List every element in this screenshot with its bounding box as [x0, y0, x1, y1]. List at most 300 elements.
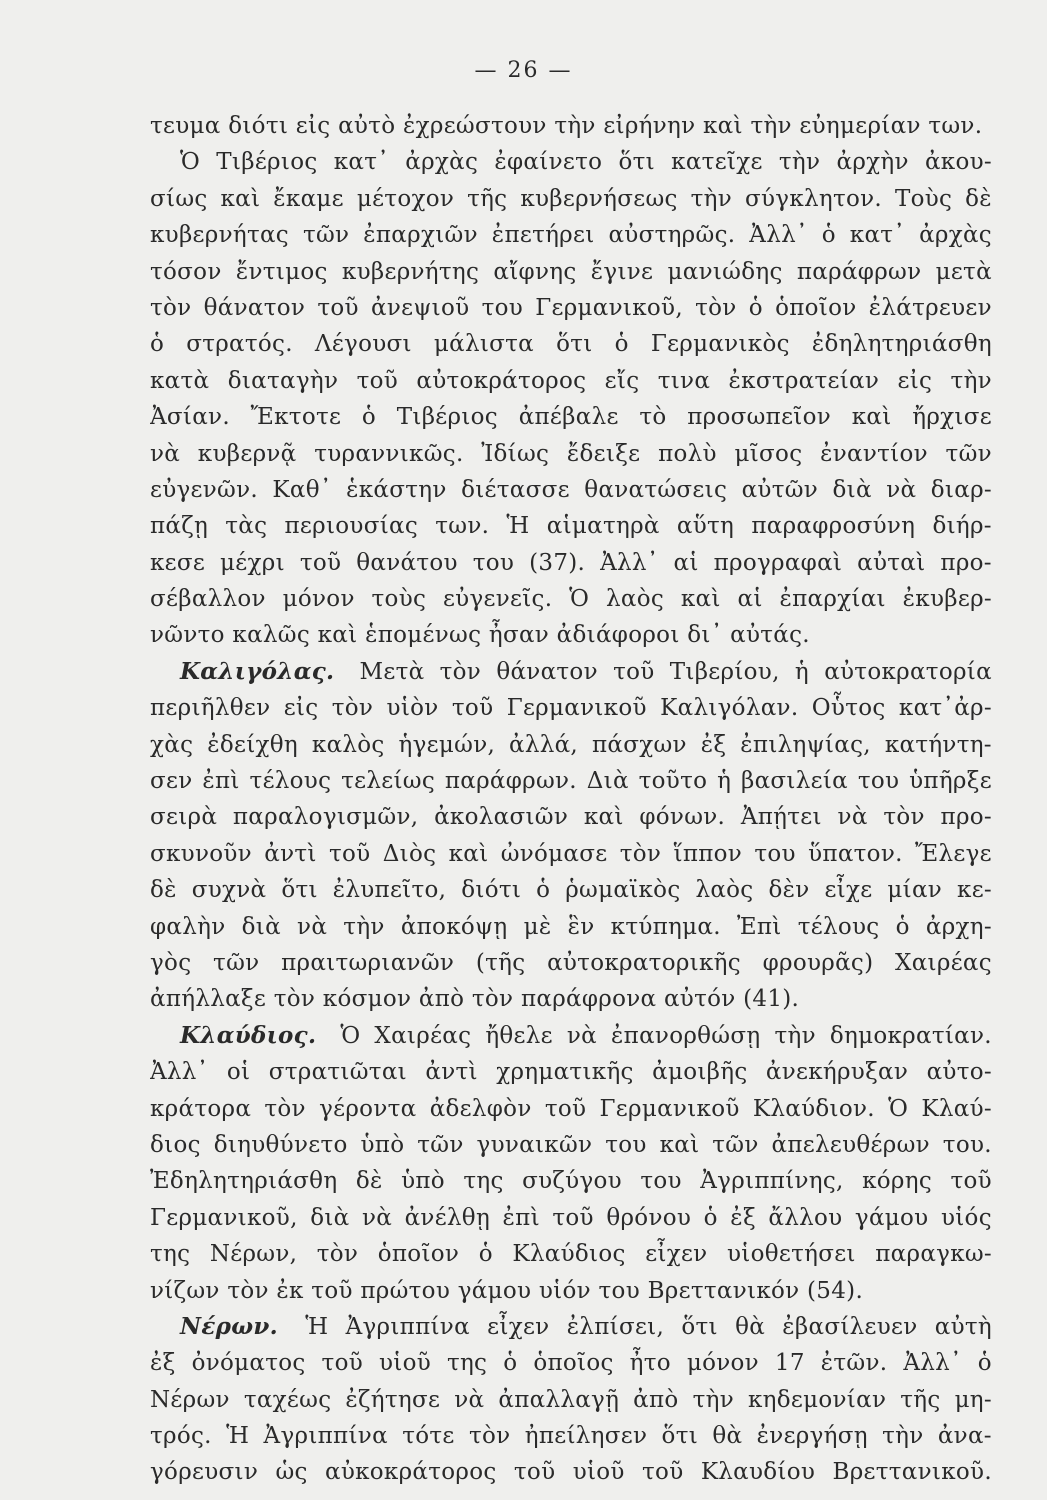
- word: εἶχε: [824, 877, 873, 904]
- text-line: [150, 508, 992, 544]
- word: τοῦ: [613, 658, 655, 685]
- word: τοῦ: [950, 1168, 992, 1195]
- word: αὐτοκρατορικῆς: [547, 949, 741, 976]
- word: νὰ: [837, 804, 868, 831]
- word: Καθ᾽: [272, 476, 332, 503]
- word: σειρὰ: [150, 804, 218, 831]
- word: τέλους: [797, 913, 880, 940]
- word: ἀνεψιοῦ: [371, 294, 470, 321]
- text-line: [150, 1018, 992, 1054]
- word: τὸν: [439, 658, 482, 685]
- word: ἐκστρατείαν: [728, 367, 880, 394]
- word: ἐλάτρευεν: [868, 294, 992, 321]
- word: ὁ: [748, 294, 763, 321]
- word: τῶν: [213, 949, 260, 976]
- word: ἀπελευθέρων: [771, 1131, 930, 1158]
- word: ὑπὸ: [360, 1131, 405, 1158]
- word: Οὗτος: [811, 695, 886, 722]
- word: ὁ: [503, 1350, 518, 1377]
- word: πραιτωριανῶν: [281, 949, 455, 976]
- text-line: [150, 763, 992, 799]
- word: ὁ: [703, 1204, 718, 1231]
- word: Ἡ: [226, 1423, 250, 1450]
- word: παραγκω-: [875, 1241, 992, 1268]
- word: ἐβασίλευεν: [782, 1313, 918, 1340]
- word: 17: [774, 1350, 805, 1377]
- word: καὶ: [851, 404, 892, 431]
- word: τοῦ: [328, 840, 371, 867]
- text-line: [150, 181, 992, 217]
- word: της: [150, 1241, 191, 1268]
- word: τέλους: [249, 768, 332, 795]
- word: ἓν: [567, 913, 595, 940]
- word: ὕπατον.: [808, 840, 903, 867]
- word: αὐτὴ: [934, 1313, 992, 1340]
- line-text: ἀπήλλαξε τὸν κόσμον ἀπὸ τὸν παράφρονα αὐτόν (41).: [150, 986, 800, 1013]
- word: κυβερνᾷ: [197, 440, 297, 467]
- word: μη-: [954, 1386, 992, 1413]
- word: κεσε: [150, 549, 206, 576]
- word: του: [472, 549, 515, 576]
- text-line: [150, 1091, 992, 1127]
- text-line: [150, 472, 992, 508]
- word: ταχέως: [243, 1386, 332, 1413]
- text-line: [150, 836, 992, 872]
- word: Ἀπῄτει: [740, 804, 822, 831]
- word: ἀλλά,: [509, 731, 579, 758]
- word: ὅτι: [618, 149, 655, 176]
- word: περιῆλθεν: [150, 695, 271, 722]
- word: Ὁ: [180, 149, 201, 176]
- word: παράφρων: [796, 258, 922, 285]
- word: φαλὴν: [150, 913, 226, 940]
- word: ἤρχισε: [912, 404, 992, 431]
- text-line: [150, 363, 992, 399]
- word: ὁ: [614, 331, 629, 358]
- word: αἱ: [673, 549, 699, 576]
- word: ἡγεμών,: [398, 731, 496, 758]
- word: υἱοῦ: [378, 1350, 431, 1377]
- word: ἑκάστην: [346, 476, 447, 503]
- word: τινα: [657, 367, 711, 394]
- word: σεν: [150, 768, 193, 795]
- word: ὅτι: [681, 1313, 718, 1340]
- word: νὰ: [566, 1022, 597, 1049]
- word: κηδεμονίαν: [748, 1386, 887, 1413]
- word: υἱοθετήσει: [726, 1241, 856, 1268]
- word: Τιβέριος: [396, 404, 498, 431]
- word: σκυνοῦν: [150, 840, 252, 867]
- word: ἀρχη-: [925, 913, 992, 940]
- word: τὸν: [619, 840, 662, 867]
- word: ἀκολασιῶν: [434, 804, 569, 831]
- word: μανιώδης: [667, 258, 783, 285]
- word: ἦτο: [629, 1350, 671, 1377]
- word: κατεῖχε: [671, 149, 763, 176]
- word: βασιλεία: [741, 768, 848, 795]
- word: ὀνόματος: [191, 1350, 306, 1377]
- word: εἶχεν: [487, 1313, 550, 1340]
- word: υἱὸν: [386, 695, 439, 722]
- word: παραλογισμῶν,: [232, 804, 419, 831]
- word: ἐπὶ: [502, 1204, 540, 1231]
- word: Ἀγριππίνα: [263, 1423, 388, 1450]
- word: Κλαύδιον.: [752, 1095, 875, 1122]
- word: αὐταὶ: [857, 549, 926, 576]
- word: προ-: [940, 549, 992, 576]
- word: ἐπανορθώσῃ: [611, 1022, 761, 1049]
- word: θὰ: [735, 1313, 766, 1340]
- word: ἀρχὰς: [919, 222, 992, 249]
- word: υἱός: [940, 1204, 992, 1231]
- word: Ὁ: [340, 1022, 361, 1049]
- word: νὰ: [150, 440, 181, 467]
- word: κυβερνήτης: [341, 258, 480, 285]
- word: Ἀλλ᾽: [600, 549, 659, 576]
- word: ἀπέβαλε: [518, 404, 619, 431]
- word: μόνον: [282, 586, 355, 613]
- word: Γερμανικοῦ,: [150, 1204, 298, 1231]
- word: του: [754, 840, 796, 867]
- word: ἐκυβερ-: [902, 586, 992, 613]
- word: Ἀλλ᾽: [903, 1350, 962, 1377]
- word: τοῦ: [552, 1204, 594, 1231]
- word: ὡς: [275, 1459, 308, 1486]
- word: διαρ-: [930, 476, 992, 503]
- word: τῶν: [302, 222, 350, 249]
- word: στρατός.: [186, 331, 293, 358]
- word: τὰς: [225, 513, 268, 540]
- word: ἐτῶν.: [820, 1350, 888, 1377]
- word: ὑπῆρξε: [909, 768, 992, 795]
- word: στρατιῶται: [268, 1059, 407, 1086]
- word: ἀντὶ: [425, 1059, 478, 1086]
- word: ἀντὶ: [264, 840, 317, 867]
- word: μάλιστα: [433, 331, 535, 358]
- word: τὴν: [882, 1423, 924, 1450]
- word: προσωπεῖον: [687, 404, 832, 431]
- word: ὅτι: [661, 1423, 699, 1450]
- word: τόσον: [150, 258, 222, 285]
- word: μῖσος: [734, 440, 803, 467]
- word: πάσχων: [591, 731, 687, 758]
- word: τὸν: [695, 294, 737, 321]
- word: ἵππον: [673, 840, 743, 867]
- word: Νέρων,: [209, 1241, 298, 1268]
- word: ἐπὶ: [202, 768, 240, 795]
- word: του: [857, 768, 900, 795]
- word: σέβαλλον: [150, 586, 266, 613]
- word: τὴν: [692, 1386, 734, 1413]
- body-text: [150, 108, 992, 1491]
- word: ἀνεκήρυξαν: [765, 1059, 909, 1086]
- word: εἶχεν: [645, 1241, 708, 1268]
- word: του.: [942, 1131, 992, 1158]
- word: κυβερνήτας: [150, 222, 289, 249]
- word: νὰ: [454, 1386, 485, 1413]
- word: ἐπαρχιῶν: [363, 222, 478, 249]
- text-line: [150, 108, 992, 144]
- text-line: [150, 1127, 992, 1163]
- text-line: [150, 1418, 992, 1454]
- word: τῶν: [712, 1131, 759, 1158]
- word: ἀπὸ: [633, 1386, 679, 1413]
- word: ὁ: [895, 913, 910, 940]
- word: αὐτοκράτορος: [416, 367, 587, 394]
- word: Νέρων: [150, 1386, 230, 1413]
- word: τὸν: [468, 1423, 511, 1450]
- word: τὴν: [950, 367, 992, 394]
- word: αὐτο-: [926, 1059, 992, 1086]
- word: ἐδηλητηριάσθη: [811, 331, 992, 358]
- word: αὐτοκρατορία: [824, 658, 992, 685]
- word: Ἡ: [506, 513, 530, 540]
- word: ἀκου-: [924, 149, 992, 176]
- word: ἐπαρχίαι: [779, 586, 886, 613]
- word: συχνὰ: [191, 877, 267, 904]
- word: ἀρχὴν: [836, 149, 909, 176]
- word: ἀνα-: [937, 1423, 992, 1450]
- text-line: [150, 1236, 992, 1272]
- word: πάζῃ: [150, 513, 209, 540]
- word: Κλαύδιος: [512, 1241, 626, 1268]
- word: ἔγινε: [590, 258, 654, 285]
- word: ἐξ: [700, 731, 727, 758]
- word: ὁ: [977, 1350, 992, 1377]
- word: διότι: [461, 877, 522, 904]
- word: κατ᾽: [849, 222, 906, 249]
- word: νὰ: [361, 1204, 393, 1231]
- text-line: [150, 872, 992, 908]
- word: του: [640, 1168, 682, 1195]
- word: τρός.: [150, 1423, 212, 1450]
- line-text: νίζων τὸν ἐκ τοῦ πρώτου γάμου υἱόν του Βρεττανικόν (54).: [150, 1277, 864, 1304]
- text-line: [150, 727, 992, 763]
- word: κατὰ: [150, 367, 210, 394]
- text-line: [150, 654, 992, 690]
- word: Ἀλλ᾽: [749, 222, 808, 249]
- word: δὲν: [768, 877, 810, 904]
- word: ἐνεργήσῃ: [756, 1423, 868, 1450]
- word: τὴν: [774, 1022, 816, 1049]
- word: Χαιρέας: [374, 1022, 472, 1049]
- word: παραφροσύνη: [751, 513, 916, 540]
- word: θάνατον: [496, 658, 598, 685]
- word: ἐξ: [730, 1204, 756, 1231]
- word: Ἐδηλητηριάσθη: [150, 1168, 338, 1195]
- word: τὸ: [639, 404, 667, 431]
- word: ἐξ: [150, 1350, 176, 1377]
- section-heading: Καλιγόλας.: [180, 657, 335, 685]
- word: ἄλλου: [768, 1204, 843, 1231]
- word: δὲ: [965, 185, 992, 212]
- word: Μετὰ: [359, 658, 425, 685]
- word: τὸν: [331, 695, 374, 722]
- word: τὴν: [778, 149, 821, 176]
- word: περιουσίας: [284, 513, 419, 540]
- word: Χαιρέας: [895, 949, 992, 976]
- word: Ἀλλ᾽: [150, 1059, 209, 1086]
- word: καλὸς: [311, 731, 385, 758]
- word: ἔκαμε: [273, 185, 344, 212]
- text-line: [150, 326, 992, 362]
- word: τοῦ: [321, 1350, 364, 1377]
- text-line: [150, 545, 992, 581]
- word: δὲ: [150, 877, 177, 904]
- word: θὰ: [712, 1423, 743, 1450]
- word: θρόνου: [606, 1204, 692, 1231]
- word: εὐγενεῖς.: [442, 586, 553, 613]
- word: ἀμοιβῆς: [652, 1059, 748, 1086]
- word: ἐδείχθη: [207, 731, 298, 758]
- word: Ἔλεγε: [915, 840, 992, 867]
- word: εὐγενῶν.: [150, 476, 258, 503]
- word: λαὸς: [606, 586, 665, 613]
- word: ἐπετήρει: [491, 222, 595, 249]
- word: καὶ: [448, 840, 489, 867]
- word: γέροντα: [319, 1095, 417, 1122]
- text-line: [150, 254, 992, 290]
- text-line: [150, 144, 992, 180]
- word: ἀποκόψῃ: [400, 913, 508, 940]
- word: τῶν: [417, 1131, 464, 1158]
- word: ὁποῖον: [377, 1241, 460, 1268]
- word: χρηματικῆς: [496, 1059, 634, 1086]
- word: γὸς: [150, 949, 192, 976]
- word: θανάτου: [356, 549, 458, 576]
- word: Ἔκτοτε: [250, 404, 342, 431]
- word: ὁ: [821, 222, 836, 249]
- word: Ἡ: [305, 1313, 329, 1340]
- word: ἀδελφὸν: [429, 1095, 532, 1122]
- word: Ὁ: [888, 1095, 909, 1122]
- text-line: [150, 945, 992, 981]
- word: τελείως: [341, 768, 435, 795]
- text-line: [150, 1345, 992, 1381]
- word: Γερμανικοῦ,: [535, 294, 683, 321]
- word: Ἀγριππίνα: [345, 1313, 470, 1340]
- word: τῆς: [467, 185, 508, 212]
- word: ἐλπίσει,: [566, 1313, 665, 1340]
- word: κε-: [957, 877, 992, 904]
- word: ὁ: [478, 1241, 493, 1268]
- word: κόρης: [862, 1168, 933, 1195]
- word: τοῦ: [642, 1459, 684, 1486]
- word: Τιβερίου,: [669, 658, 780, 685]
- word: αὐκοκράτορος: [325, 1459, 497, 1486]
- word: Καλιγόλαν.: [660, 695, 799, 722]
- word: λαὸς: [695, 877, 754, 904]
- word: τοῦτο: [638, 768, 708, 795]
- word: ἐπιληψίας,: [740, 731, 871, 758]
- word: χὰς: [150, 731, 194, 758]
- text-line: [150, 399, 992, 435]
- word: τοὺς: [371, 586, 427, 613]
- word: μέτοχον: [356, 185, 455, 212]
- word: διὰ: [832, 476, 872, 503]
- word: σύγκλητον.: [744, 185, 883, 212]
- word: αὐστηρῶς.: [608, 222, 736, 249]
- text-line: [150, 1054, 992, 1090]
- word: ὅτι: [281, 877, 318, 904]
- word: ἔδειξε: [566, 440, 641, 467]
- word: ἐφαίνετο: [494, 149, 603, 176]
- word: πολὺ: [658, 440, 717, 467]
- word: γάμου: [854, 1204, 929, 1231]
- word: τότε: [402, 1423, 455, 1450]
- word: καὶ: [220, 185, 261, 212]
- word: μόνον: [686, 1350, 759, 1377]
- text-line: [150, 690, 992, 726]
- word: αἱ: [737, 586, 763, 613]
- word: του: [605, 1131, 647, 1158]
- word: προ-: [940, 804, 992, 831]
- word: μετὰ: [935, 258, 992, 285]
- word: Ὁ: [569, 586, 590, 613]
- word: ἀνέλθῃ: [404, 1204, 491, 1231]
- word: εἴς: [604, 367, 640, 394]
- word: καὶ: [659, 1131, 700, 1158]
- word: οἱ: [226, 1059, 251, 1086]
- word: κράτορα: [150, 1095, 252, 1122]
- text-line: [150, 217, 992, 253]
- word: συζύγου: [522, 1168, 622, 1195]
- word: δὲ: [355, 1168, 383, 1195]
- word: Γερμανικὸς: [650, 331, 790, 358]
- word: τῆς: [900, 1386, 941, 1413]
- word: παράφρων.: [444, 768, 577, 795]
- word: διος: [150, 1131, 201, 1158]
- word: τὸν: [316, 1241, 359, 1268]
- page-number: — 26 —: [474, 58, 573, 83]
- text-line: [150, 981, 992, 1017]
- word: ἡ: [717, 768, 732, 795]
- word: μὲ: [523, 913, 552, 940]
- word: διὰ: [310, 1204, 350, 1231]
- word: μίαν: [887, 877, 943, 904]
- word: κατήντη-: [884, 731, 992, 758]
- word: αὐτῶν: [741, 476, 819, 503]
- word: ἐναντίον: [820, 440, 928, 467]
- text-line: [150, 617, 992, 653]
- text-line: [150, 1454, 992, 1490]
- line-text: νῶντο καλῶς καὶ ἑπομένως ἦσαν ἀδιάφοροι δι᾽ αὐτάς.: [150, 622, 810, 649]
- word: εἰς: [897, 367, 933, 394]
- word: ὁ: [536, 877, 551, 904]
- word: ὅτι: [556, 331, 593, 358]
- word: τοῦ: [356, 367, 399, 394]
- word: καὶ: [583, 804, 624, 831]
- text-line: [150, 799, 992, 835]
- word: ὑπὸ: [401, 1168, 445, 1195]
- word: ἐλυπεῖτο,: [332, 877, 447, 904]
- word: φρουρᾶς): [762, 949, 874, 976]
- word: ῥωμαϊκὸς: [565, 877, 681, 904]
- word: δημοκρατίαν.: [829, 1022, 992, 1049]
- word: ἀρχὰς: [405, 149, 479, 176]
- text-line: [150, 290, 992, 326]
- word: Διὸς: [382, 840, 437, 867]
- word: τοῦ: [451, 695, 494, 722]
- word: κατ᾽ἀρ-: [898, 695, 992, 722]
- word: της: [463, 1168, 504, 1195]
- text-line: [150, 1309, 992, 1345]
- word: ἀπαλλαγῇ: [498, 1386, 620, 1413]
- word: τὸν: [150, 294, 192, 321]
- section-heading: Κλαύδιος.: [180, 1021, 317, 1049]
- section-heading: Νέρων.: [180, 1312, 278, 1340]
- word: διέτασσε: [461, 476, 570, 503]
